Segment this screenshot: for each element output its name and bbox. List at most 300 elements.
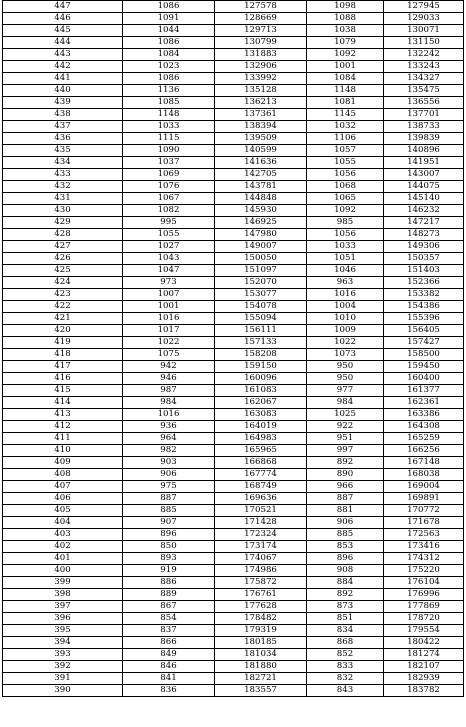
count-cell-2: 1032: [307, 121, 384, 133]
table-row: [3, 469, 464, 481]
cumulative-cell: 163083: [215, 409, 307, 421]
score-cell: 431: [3, 193, 123, 205]
table-row: [3, 565, 464, 577]
cumulative-cell-2: 179554: [384, 625, 464, 637]
score-cell: 440: [3, 85, 123, 97]
cumulative-cell-2: 173416: [384, 541, 464, 553]
cumulative-cell: 138394: [215, 121, 307, 133]
count-cell-2: 1009: [307, 325, 384, 337]
cumulative-cell: 164983: [215, 433, 307, 445]
cumulative-cell: 140599: [215, 145, 307, 157]
cumulative-cell-2: 176104: [384, 577, 464, 589]
cumulative-cell-2: 158500: [384, 349, 464, 361]
cumulative-cell: 136213: [215, 97, 307, 109]
score-cell: 403: [3, 529, 123, 541]
table-row: [3, 493, 464, 505]
cumulative-cell-2: 143007: [384, 169, 464, 181]
count-cell-2: 1022: [307, 337, 384, 349]
count-cell-2: 1065: [307, 193, 384, 205]
score-cell: 429: [3, 217, 123, 229]
score-cell: 398: [3, 589, 123, 601]
count-cell-2: 922: [307, 421, 384, 433]
count-cell: 1016: [123, 313, 215, 325]
cumulative-cell: 160096: [215, 373, 307, 385]
count-cell: 987: [123, 385, 215, 397]
cumulative-cell: 172324: [215, 529, 307, 541]
cumulative-cell: 153077: [215, 289, 307, 301]
count-cell-2: 1057: [307, 145, 384, 157]
cumulative-cell-2: 167148: [384, 457, 464, 469]
score-cell: 420: [3, 325, 123, 337]
count-cell-2: 1033: [307, 241, 384, 253]
count-cell-2: 1055: [307, 157, 384, 169]
count-cell: 936: [123, 421, 215, 433]
count-cell: 1016: [123, 409, 215, 421]
cumulative-cell-2: 169004: [384, 481, 464, 493]
score-cell: 394: [3, 637, 123, 649]
count-cell: 867: [123, 601, 215, 613]
count-cell: 906: [123, 469, 215, 481]
count-cell-2: 885: [307, 529, 384, 541]
count-cell-2: 884: [307, 577, 384, 589]
table-row: [3, 409, 464, 421]
cumulative-cell-2: 182107: [384, 661, 464, 673]
table-row: [3, 601, 464, 613]
count-cell-2: 853: [307, 541, 384, 553]
score-cell: 435: [3, 145, 123, 157]
table-row: [3, 481, 464, 493]
score-cell: 432: [3, 181, 123, 193]
count-cell-2: 1068: [307, 181, 384, 193]
cumulative-cell: 137361: [215, 109, 307, 121]
count-cell: 984: [123, 397, 215, 409]
count-cell-2: 1016: [307, 289, 384, 301]
count-cell-2: 1056: [307, 229, 384, 241]
cumulative-cell: 167774: [215, 469, 307, 481]
count-cell-2: 1010: [307, 313, 384, 325]
score-cell: 424: [3, 277, 123, 289]
score-table-body: [3, 1, 464, 697]
cumulative-cell: 142705: [215, 169, 307, 181]
cumulative-cell: 152070: [215, 277, 307, 289]
count-cell: 1033: [123, 121, 215, 133]
cumulative-cell: 129713: [215, 25, 307, 37]
cumulative-cell: 141636: [215, 157, 307, 169]
count-cell: 964: [123, 433, 215, 445]
score-cell: 433: [3, 169, 123, 181]
count-cell-2: 896: [307, 553, 384, 565]
table-row: [3, 97, 464, 109]
table-row: [3, 625, 464, 637]
count-cell: 1115: [123, 133, 215, 145]
count-cell-2: 1073: [307, 349, 384, 361]
score-cell: 419: [3, 337, 123, 349]
score-cell: 415: [3, 385, 123, 397]
score-cell: 428: [3, 229, 123, 241]
score-cell: 425: [3, 265, 123, 277]
score-cell: 399: [3, 577, 123, 589]
cumulative-cell-2: 131150: [384, 37, 464, 49]
table-row: [3, 241, 464, 253]
count-cell-2: 1056: [307, 169, 384, 181]
score-cell: 411: [3, 433, 123, 445]
count-cell-2: 1148: [307, 85, 384, 97]
count-cell: 973: [123, 277, 215, 289]
count-cell-2: 997: [307, 445, 384, 457]
score-cell: 421: [3, 313, 123, 325]
count-cell-2: 977: [307, 385, 384, 397]
cumulative-cell: 180185: [215, 637, 307, 649]
table-row: [3, 541, 464, 553]
cumulative-cell-2: 168038: [384, 469, 464, 481]
cumulative-cell: 169636: [215, 493, 307, 505]
count-cell: 886: [123, 577, 215, 589]
score-cell: 391: [3, 673, 123, 685]
count-cell-2: 1106: [307, 133, 384, 145]
score-cell: 397: [3, 601, 123, 613]
count-cell: 846: [123, 661, 215, 673]
cumulative-cell-2: 182939: [384, 673, 464, 685]
count-cell: 1037: [123, 157, 215, 169]
count-cell: 896: [123, 529, 215, 541]
score-cell: 412: [3, 421, 123, 433]
count-cell: 919: [123, 565, 215, 577]
count-cell-2: 881: [307, 505, 384, 517]
score-cell: 434: [3, 157, 123, 169]
cumulative-cell: 146925: [215, 217, 307, 229]
count-cell-2: 1081: [307, 97, 384, 109]
cumulative-cell-2: 139839: [384, 133, 464, 145]
count-cell-2: 1004: [307, 301, 384, 313]
table-row: [3, 637, 464, 649]
score-cell: 442: [3, 61, 123, 73]
table-row: [3, 301, 464, 313]
cumulative-cell-2: 127945: [384, 1, 464, 13]
cumulative-cell: 131883: [215, 49, 307, 61]
cumulative-cell-2: 146232: [384, 205, 464, 217]
table-row: [3, 685, 464, 697]
count-cell: 1023: [123, 61, 215, 73]
count-cell-2: 1092: [307, 205, 384, 217]
cumulative-cell-2: 140896: [384, 145, 464, 157]
table-row: [3, 109, 464, 121]
count-cell: 854: [123, 613, 215, 625]
count-cell-2: 908: [307, 565, 384, 577]
cumulative-cell-2: 150357: [384, 253, 464, 265]
count-cell-2: 852: [307, 649, 384, 661]
table-row: [3, 157, 464, 169]
cumulative-cell: 170521: [215, 505, 307, 517]
score-cell: 445: [3, 25, 123, 37]
count-cell: 903: [123, 457, 215, 469]
count-cell-2: 950: [307, 373, 384, 385]
count-cell: 1082: [123, 205, 215, 217]
cumulative-cell-2: 153382: [384, 289, 464, 301]
count-cell: 885: [123, 505, 215, 517]
count-cell: 866: [123, 637, 215, 649]
score-cell: 416: [3, 373, 123, 385]
table-row: [3, 229, 464, 241]
count-cell-2: 950: [307, 361, 384, 373]
score-cell: 447: [3, 1, 123, 13]
cumulative-cell-2: 155396: [384, 313, 464, 325]
count-cell: 837: [123, 625, 215, 637]
count-cell-2: 843: [307, 685, 384, 697]
cumulative-cell-2: 130071: [384, 25, 464, 37]
cumulative-cell-2: 134327: [384, 73, 464, 85]
count-cell: 1085: [123, 97, 215, 109]
count-cell-2: 1046: [307, 265, 384, 277]
score-cell: 417: [3, 361, 123, 373]
count-cell: 887: [123, 493, 215, 505]
cumulative-cell: 150050: [215, 253, 307, 265]
count-cell: 836: [123, 685, 215, 697]
cumulative-cell: 173174: [215, 541, 307, 553]
count-cell: 1086: [123, 1, 215, 13]
cumulative-cell-2: 145140: [384, 193, 464, 205]
cumulative-cell-2: 163386: [384, 409, 464, 421]
cumulative-cell-2: 148273: [384, 229, 464, 241]
count-cell: 1086: [123, 37, 215, 49]
table-row: [3, 673, 464, 685]
count-cell: 975: [123, 481, 215, 493]
table-row: [3, 49, 464, 61]
cumulative-cell: 155094: [215, 313, 307, 325]
count-cell-2: 851: [307, 613, 384, 625]
score-cell: 427: [3, 241, 123, 253]
cumulative-cell: 181034: [215, 649, 307, 661]
cumulative-cell-2: 176996: [384, 589, 464, 601]
score-cell: 439: [3, 97, 123, 109]
cumulative-cell-2: 138733: [384, 121, 464, 133]
cumulative-cell-2: 152366: [384, 277, 464, 289]
cumulative-cell-2: 137701: [384, 109, 464, 121]
count-cell: 1084: [123, 49, 215, 61]
count-cell-2: 1038: [307, 25, 384, 37]
table-row: [3, 1, 464, 13]
count-cell-2: 1025: [307, 409, 384, 421]
count-cell-2: 892: [307, 457, 384, 469]
table-row: [3, 433, 464, 445]
cumulative-cell-2: 129033: [384, 13, 464, 25]
count-cell-2: 1001: [307, 61, 384, 73]
table-row: [3, 325, 464, 337]
score-cell: 401: [3, 553, 123, 565]
cumulative-cell-2: 159450: [384, 361, 464, 373]
score-cell: 437: [3, 121, 123, 133]
table-row: [3, 217, 464, 229]
table-row: [3, 505, 464, 517]
count-cell: 850: [123, 541, 215, 553]
cumulative-cell-2: 162361: [384, 397, 464, 409]
cumulative-cell: 151097: [215, 265, 307, 277]
table-row: [3, 289, 464, 301]
score-cell: 402: [3, 541, 123, 553]
count-cell: 982: [123, 445, 215, 457]
table-row: [3, 205, 464, 217]
cumulative-cell: 154078: [215, 301, 307, 313]
table-row: [3, 85, 464, 97]
score-cell: 408: [3, 469, 123, 481]
count-cell-2: 1079: [307, 37, 384, 49]
cumulative-cell-2: 141951: [384, 157, 464, 169]
count-cell: 942: [123, 361, 215, 373]
score-cell: 404: [3, 517, 123, 529]
score-cell: 446: [3, 13, 123, 25]
score-cell: 422: [3, 301, 123, 313]
count-cell: 995: [123, 217, 215, 229]
table-row: [3, 445, 464, 457]
table-row: [3, 613, 464, 625]
score-table: [2, 0, 464, 697]
count-cell: 1007: [123, 289, 215, 301]
cumulative-cell: 168749: [215, 481, 307, 493]
cumulative-cell: 157133: [215, 337, 307, 349]
count-cell-2: 984: [307, 397, 384, 409]
cumulative-cell: 165965: [215, 445, 307, 457]
count-cell: 1001: [123, 301, 215, 313]
table-row: [3, 169, 464, 181]
cumulative-cell: 130799: [215, 37, 307, 49]
count-cell-2: 1088: [307, 13, 384, 25]
table-row: [3, 277, 464, 289]
count-cell-2: 951: [307, 433, 384, 445]
count-cell-2: 873: [307, 601, 384, 613]
score-cell: 426: [3, 253, 123, 265]
cumulative-cell-2: 183782: [384, 685, 464, 697]
count-cell: 1076: [123, 181, 215, 193]
table-row: [3, 349, 464, 361]
count-cell: 1055: [123, 229, 215, 241]
cumulative-cell-2: 156405: [384, 325, 464, 337]
cumulative-cell: 128669: [215, 13, 307, 25]
cumulative-cell-2: 144075: [384, 181, 464, 193]
cumulative-cell-2: 160400: [384, 373, 464, 385]
cumulative-cell: 182721: [215, 673, 307, 685]
count-cell-2: 966: [307, 481, 384, 493]
cumulative-cell: 144848: [215, 193, 307, 205]
cumulative-cell: 127578: [215, 1, 307, 13]
count-cell: 1067: [123, 193, 215, 205]
cumulative-cell: 181880: [215, 661, 307, 673]
count-cell-2: 1092: [307, 49, 384, 61]
cumulative-cell: 135128: [215, 85, 307, 97]
table-row: [3, 649, 464, 661]
cumulative-cell-2: 181274: [384, 649, 464, 661]
table-row: [3, 193, 464, 205]
count-cell: 849: [123, 649, 215, 661]
cumulative-cell: 178482: [215, 613, 307, 625]
table-row: [3, 661, 464, 673]
cumulative-cell: 175872: [215, 577, 307, 589]
count-cell: 1090: [123, 145, 215, 157]
score-cell: 407: [3, 481, 123, 493]
count-cell: 1148: [123, 109, 215, 121]
cumulative-cell-2: 174312: [384, 553, 464, 565]
count-cell: 1069: [123, 169, 215, 181]
cumulative-cell: 158208: [215, 349, 307, 361]
score-cell: 409: [3, 457, 123, 469]
cumulative-cell: 176761: [215, 589, 307, 601]
table-row: [3, 73, 464, 85]
cumulative-cell-2: 136556: [384, 97, 464, 109]
cumulative-cell-2: 157427: [384, 337, 464, 349]
count-cell-2: 906: [307, 517, 384, 529]
cumulative-cell-2: 175220: [384, 565, 464, 577]
cumulative-cell-2: 166256: [384, 445, 464, 457]
count-cell: 907: [123, 517, 215, 529]
cumulative-cell-2: 169891: [384, 493, 464, 505]
table-row: [3, 457, 464, 469]
count-cell-2: 868: [307, 637, 384, 649]
cumulative-cell-2: 170772: [384, 505, 464, 517]
cumulative-cell: 171428: [215, 517, 307, 529]
table-row: [3, 13, 464, 25]
score-cell: 406: [3, 493, 123, 505]
table-row: [3, 421, 464, 433]
table-row: [3, 397, 464, 409]
score-cell: 410: [3, 445, 123, 457]
count-cell: 1044: [123, 25, 215, 37]
count-cell-2: 833: [307, 661, 384, 673]
table-row: [3, 37, 464, 49]
cumulative-cell: 174986: [215, 565, 307, 577]
score-cell: 390: [3, 685, 123, 697]
cumulative-cell: 143781: [215, 181, 307, 193]
count-cell: 1047: [123, 265, 215, 277]
count-cell-2: 1084: [307, 73, 384, 85]
table-row: [3, 145, 464, 157]
count-cell: 1027: [123, 241, 215, 253]
count-cell-2: 1098: [307, 1, 384, 13]
score-cell: 436: [3, 133, 123, 145]
cumulative-cell: 179319: [215, 625, 307, 637]
table-row: [3, 313, 464, 325]
count-cell-2: 834: [307, 625, 384, 637]
count-cell: 1022: [123, 337, 215, 349]
count-cell: 1017: [123, 325, 215, 337]
score-cell: 443: [3, 49, 123, 61]
table-row: [3, 337, 464, 349]
cumulative-cell: 145930: [215, 205, 307, 217]
count-cell-2: 963: [307, 277, 384, 289]
count-cell-2: 985: [307, 217, 384, 229]
cumulative-cell: 161083: [215, 385, 307, 397]
score-cell: 392: [3, 661, 123, 673]
cumulative-cell: 166868: [215, 457, 307, 469]
score-distribution-sheet: [2, 0, 463, 725]
table-row: [3, 25, 464, 37]
table-row: [3, 253, 464, 265]
count-cell: 1136: [123, 85, 215, 97]
count-cell: 946: [123, 373, 215, 385]
cumulative-cell: 132906: [215, 61, 307, 73]
table-row: [3, 373, 464, 385]
table-row: [3, 361, 464, 373]
score-cell: 438: [3, 109, 123, 121]
count-cell-2: 832: [307, 673, 384, 685]
cumulative-cell: 159150: [215, 361, 307, 373]
cumulative-cell-2: 171678: [384, 517, 464, 529]
cumulative-cell-2: 172563: [384, 529, 464, 541]
cumulative-cell-2: 177869: [384, 601, 464, 613]
table-row: [3, 517, 464, 529]
table-row: [3, 181, 464, 193]
score-cell: 418: [3, 349, 123, 361]
table-row: [3, 589, 464, 601]
table-row: [3, 61, 464, 73]
cumulative-cell-2: 178720: [384, 613, 464, 625]
